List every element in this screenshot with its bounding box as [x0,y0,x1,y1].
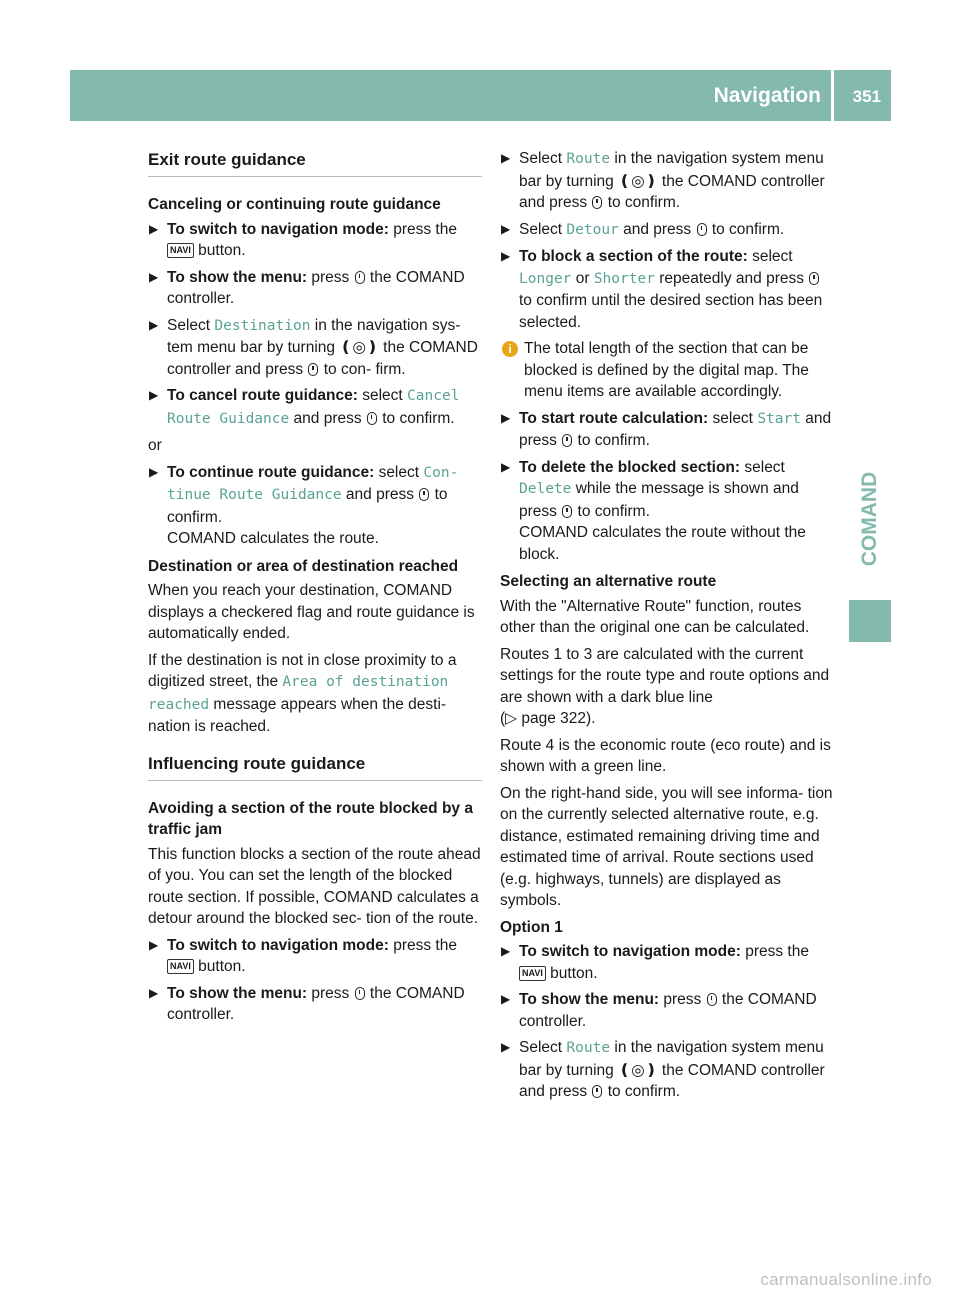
controller-press-icon [562,434,572,447]
arrow-icon: ▶ [149,464,159,479]
controller-press-icon [707,993,717,1006]
arrow-icon: ▶ [149,269,159,284]
subheading-avoiding-section: Avoiding a section of the route blocked by a traffic jam [148,799,473,838]
arrow-icon: ▶ [501,459,511,474]
or-text: or [148,437,162,454]
controller-press-icon [562,505,572,518]
heading-influencing-route-guidance: Influencing route guidance [148,752,482,781]
page-number: 351 [852,87,881,106]
step-continue-guidance: ▶ To continue route guidance: select Con- tinue Route Guidance and press to confirm. COMAND calculates the route. [149,463,459,547]
subheading-alternative-route: Selecting an alternative route [500,573,717,590]
step-opt-show-menu: ▶ To show the menu: press the COMAND controller. [501,991,817,1030]
step-block-section: ▶ To block a section of the route: select Longer or Shorter repeatedly and press to confirm until the desired section has been selected. [501,248,823,331]
step-select-detour: ▶ Select Detour and press to confirm. [500,219,834,242]
section-title: Navigation [713,84,821,107]
info-note: i The total length of the section that can be blocked is defined by the digital map. The menu items are available accordingly. [500,338,834,403]
subheading-destination-reached: Destination or area of destination reached [148,557,459,575]
paragraph-alt-3: Route 4 is the economic route (eco route) and is shown with a green line. [500,736,831,775]
right-column [500,148,834,1108]
step-select-destination: ▶ Select Destination in the navigation sys- tem menu bar by turning ❪◎❫ the COMAND controller and press to con- firm. [149,316,478,378]
step-start-calculation: ▶ To start route calculation: select Start and press to confirm. [501,409,832,449]
paragraph-alt-1: With the "Alternative Route" function, routes other than the original one can be calculated. [500,597,810,636]
side-tab [849,459,891,579]
paragraph-area-of-destination: If the destination is not in close proximity to a digitized street, the Area of destination reached message appears when the desti- nation is reached. [148,651,457,735]
controller-press-icon [355,271,365,284]
navi-button-icon: NAVI [167,243,194,258]
arrow-icon: ▶ [501,249,511,263]
controller-press-icon [809,272,819,285]
controller-press-icon [592,1085,602,1098]
arrow-icon: ▶ [149,317,159,332]
arrow-icon: ▶ [149,388,159,402]
step-cancel-guidance: ▶ To cancel route guidance: select Cancel Route Guidance and press to confirm. [149,387,460,427]
left-column [148,148,482,1031]
page-reference-link[interactable]: (▷ page 322). [500,710,596,727]
controller-press-icon [308,363,318,376]
arrow-icon: ▶ [501,151,511,165]
navi-button-icon: NAVI [519,966,546,981]
step-switch-nav: ▶ To switch to navigation mode: press the NAVI button. [149,220,457,259]
arrow-icon: ▶ [501,410,511,425]
controller-press-icon [367,412,377,425]
controller-press-icon [419,488,429,501]
side-thumb-block [849,600,891,642]
controller-press-icon [592,196,602,209]
arrow-icon: ▶ [501,992,511,1006]
controller-press-icon [697,223,707,236]
arrow-icon: ▶ [501,221,511,236]
heading-exit-route-guidance: Exit route guidance [148,148,482,177]
arrow-icon: ▶ [149,221,159,236]
controller-turn-icon: ❪◎❫ [339,339,379,356]
navi-button-icon: NAVI [167,959,194,974]
paragraph-block-function: This function blocks a section of the route ahead of you. You can set the length of the blocked route section. If possible, COMAND calculates a detour around the blocked sec- tion of the route. [148,845,481,927]
info-icon: i [502,341,518,357]
step-select-route: ▶ Select Route in the navigation system menu bar by turning ❪◎❫ the COMAND controller and press to confirm. [501,150,825,211]
arrow-icon: ▶ [149,937,159,952]
paragraph-alt-4: On the right-hand side, you will see informa- tion on the currently selected alternative route, e.g. distance, estimated remaining driving time and estimated time of arrival. Route sections used (e.g. highways, tunnels) are displayed as symbols. [500,784,833,909]
controller-turn-icon: ❪◎❫ [618,172,658,190]
step-opt-select-route: ▶ Select Route in the navigation system menu bar by turning ❪◎❫ the COMAND controller and press to confirm. [501,1039,825,1100]
paragraph-alt-2: Routes 1 to 3 are calculated with the current settings for the route type and route options and are shown with a dark blue line (▷ page 322). [500,645,830,727]
step-opt-switch-nav: ▶ To switch to navigation mode: press the NAVI button. [501,943,809,982]
step-show-menu-2: ▶ To show the menu: press the COMAND controller. [149,984,465,1023]
watermark: carmanualsonline.info [760,1270,932,1289]
step-show-menu: ▶ To show the menu: press the COMAND controller. [149,268,465,307]
header-divider [831,70,834,121]
arrow-icon: ▶ [149,985,159,1000]
controller-turn-icon: ❪◎❫ [618,1061,658,1079]
paragraph-destination-reached: When you reach your destination, COMAND displays a checkered flag and route guidance is automatically ended. [148,582,475,642]
step-switch-nav-2: ▶ To switch to navigation mode: press the NAVI button. [149,936,457,975]
arrow-icon: ▶ [501,944,511,958]
arrow-icon: ▶ [501,1040,511,1054]
step-delete-block: ▶ To delete the blocked section: select Delete while the message is shown and press to confirm. COMAND calculates the route without the block. [501,458,806,563]
header-bar [70,70,891,121]
subheading-canceling: Canceling or continuing route guidance [148,196,441,213]
controller-press-icon [355,987,365,1000]
side-tab-label: COMAND [858,471,881,567]
subheading-option-1: Option 1 [500,918,563,936]
